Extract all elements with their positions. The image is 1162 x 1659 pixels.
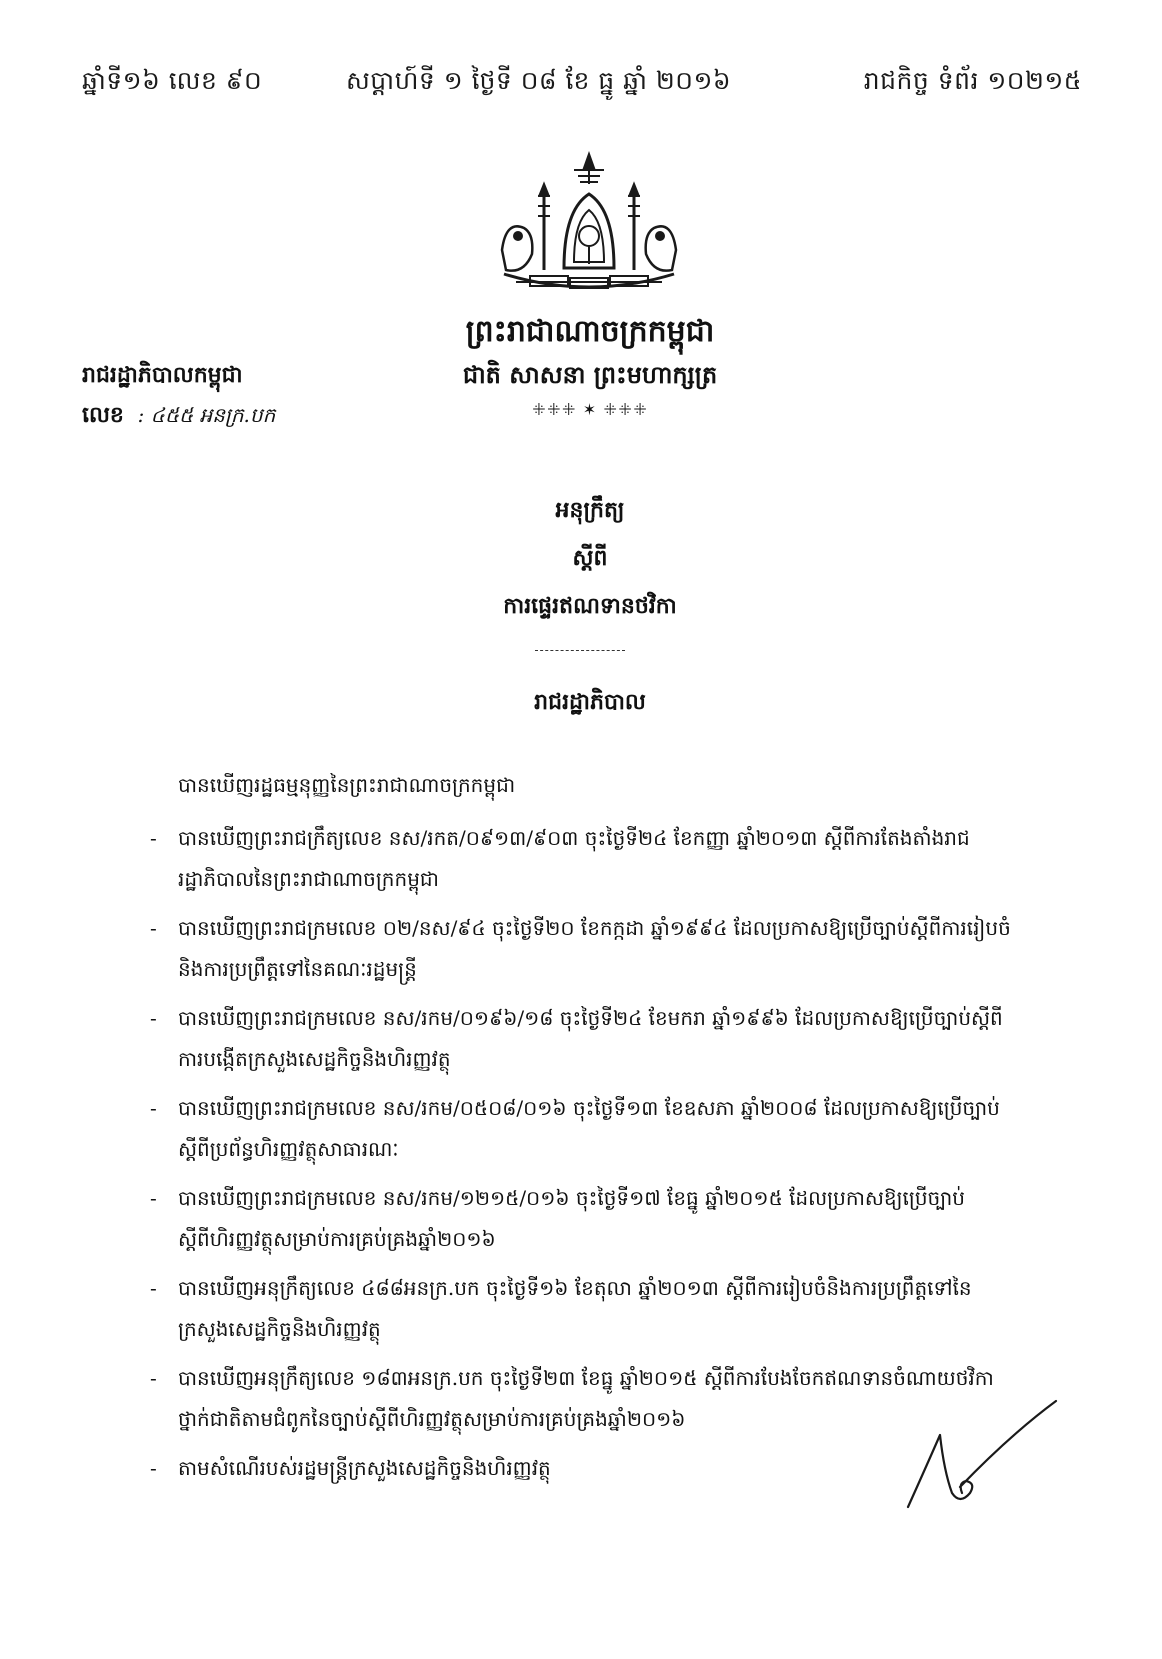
recital-text: បានឃើញព្រះរាជក្រមលេខ នស/រកម/០៥០៨/០១៦ ចុះថ្ងៃទី១៣ ខែឧសភា ឆ្នាំ២០០៨ ដែលប្រកាសឱ្យប្រើច្បាប់ស្តីពីប្រព័ន្ធហិរញ្ញវត្ថុសាធារណៈ (178, 1096, 1000, 1161)
list-marker: - (150, 1186, 157, 1210)
list-marker: - (150, 1276, 157, 1300)
title-divider (535, 650, 625, 651)
list-item (150, 1178, 1020, 1260)
list-item (150, 1268, 1020, 1350)
list-item (150, 1088, 1020, 1170)
gazette-header (82, 66, 1082, 106)
recital-text: តាមសំណើរបស់រដ្ឋមន្ត្រីក្រសួងសេដ្ឋកិច្ចនិងហិរញ្ញវត្ថុ (178, 1456, 551, 1480)
recital-text: បានឃើញព្រះរាជក្រមលេខ ០២/នស/៩៤ ចុះថ្ងៃទី២០ ខែកក្កដា ឆ្នាំ១៩៩៤ ដែលប្រកាសឱ្យប្រើច្បាប់ស្តីពីការរៀបចំនិងការប្រព្រឹត្តទៅនៃគណៈរដ្ឋមន្ត្រី (178, 916, 1011, 981)
document-about: ស្តីពី (572, 545, 608, 571)
list-item (150, 1358, 1020, 1440)
document-type: អនុក្រឹត្យ (555, 497, 625, 523)
recital-text: បានឃើញអនុក្រឹត្យលេខ ៤៨៨អនក្រ.បក ចុះថ្ងៃទី១៦ ខែតុលា ឆ្នាំ២០១៣ ស្តីពីការរៀបចំនិងការប្រព្រឹត្តទៅនៃក្រសួងសេដ្ឋកិច្ចនិងហិរញ្ញវត្ថុ (178, 1276, 972, 1341)
recital-text: បានឃើញព្រះរាជក្រមលេខ នស/រកម/១២១៥/០១៦ ចុះថ្ងៃទី១៧ ខែធ្នូ ឆ្នាំ២០១៥ ដែលប្រកាសឱ្យប្រើច្បាប់ស្តីពីហិរញ្ញវត្ថុសម្រាប់ការគ្រប់គ្រងឆ្នាំ២០១៦ (178, 1186, 965, 1251)
document-subject: ការផ្ទេរឥណទានថវិកា (503, 593, 677, 619)
reference-label: លេខ (82, 402, 124, 428)
signature-initials (900, 1395, 1060, 1515)
kingdom-name: ព្រះរាជាណាចក្រកម្ពុជា (465, 314, 715, 349)
gazette-year-issue: ឆ្នាំទី១៦ លេខ ៩០ (82, 66, 263, 95)
list-marker: - (150, 1456, 157, 1480)
issuing-authority: រាជរដ្ឋាភិបាល (534, 689, 646, 715)
list-item (150, 908, 1020, 990)
recital-text: បានឃើញអនុក្រឹត្យលេខ ១៨៣អនក្រ.បក ចុះថ្ងៃទី២៣ ខែធ្នូ ឆ្នាំ២០១៥ ស្តីពីការបែងចែកឥណទានចំណាយថវិកាថ្នាក់ជាតិតាមជំពូកនៃច្បាប់ស្តីពីហិរញ្ញវត្ថុសម្រាប់ការគ្រប់គ្រងឆ្នាំ២០១៦ (178, 1366, 994, 1431)
recital-text: បានឃើញព្រះរាជក្រឹត្យលេខ នស/រកត/០៩១៣/៩០៣ ចុះថ្ងៃទី២៤ ខែកញ្ញា ឆ្នាំ២០១៣ ស្តីពីការតែងតាំងរាជរដ្ឋាភិបាលនៃព្រះរាជាណាចក្រកម្ពុជា (178, 826, 970, 891)
list-item (150, 818, 1020, 900)
list-marker: - (150, 1096, 157, 1120)
constitution-recital: បានឃើញរដ្ឋធម្មនុញ្ញនៃព្រះរាជាណាចក្រកម្ពុជា (178, 773, 516, 797)
national-motto: ជាតិ សាសនា ព្រះមហាក្សត្រ (462, 360, 718, 389)
list-marker: - (150, 916, 157, 940)
reference-number (82, 401, 275, 433)
recital-list (150, 818, 1020, 1497)
reference-value: : ៤៥៥ អនក្រ.បក (137, 403, 276, 427)
list-marker: - (150, 826, 157, 850)
gazette-date: សប្តាហ៍ទី ១ ថ្ងៃទី ០៨ ខែ ធ្នូ ឆ្នាំ ២០១៦ (346, 66, 732, 95)
list-marker: - (150, 1006, 157, 1030)
recital-text: បានឃើញព្រះរាជក្រមលេខ នស/រកម/០១៩៦/១៨ ចុះថ្ងៃទី២៤ ខែមករា ឆ្នាំ១៩៩៦ ដែលប្រកាសឱ្យប្រើច្បាប់ស្តីពីការបង្កើតក្រសួងសេដ្ឋកិច្ចនិងហិរញ្ញវត្ថុ (178, 1006, 1003, 1071)
list-marker: - (150, 1366, 157, 1390)
government-name: រាជរដ្ឋាភិបាលកម្ពុជា (82, 362, 243, 388)
royal-coat-of-arms-icon (494, 150, 684, 300)
motto-ornament: ꔰꔰꔰ ✶ ꔰꔰꔰ (531, 400, 648, 419)
list-item (150, 1448, 1020, 1489)
list-item (150, 998, 1020, 1080)
gazette-page: រាជកិច្ច ទំព័រ ១០២១៥ (863, 66, 1082, 95)
